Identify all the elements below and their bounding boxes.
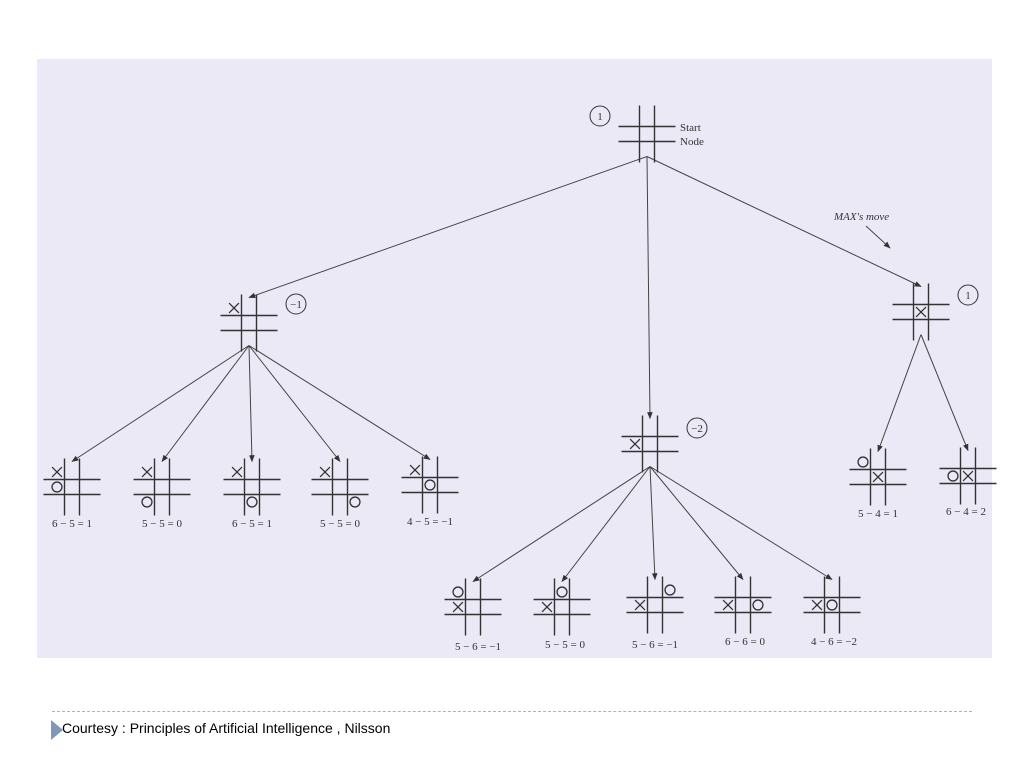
score-badge <box>958 285 978 305</box>
evaluation-label: 5 − 6 = −1 <box>454 641 502 653</box>
max-move-label: MAX's move <box>834 211 890 223</box>
board-L <box>221 294 307 352</box>
evaluation-label: 6 − 4 = 2 <box>946 506 986 518</box>
o-mark-icon <box>350 497 360 507</box>
board-R <box>893 284 979 341</box>
x-mark-icon <box>232 467 242 477</box>
evaluation-label: 4 − 5 = −1 <box>406 516 454 528</box>
edge-R-to-R2 <box>921 335 968 451</box>
x-mark-icon <box>812 600 822 610</box>
evaluation-label: 5 − 5 = 0 <box>142 518 182 530</box>
x-mark-icon <box>916 307 926 317</box>
edge-L-to-L2 <box>162 346 249 462</box>
score-value: 1 <box>597 111 603 123</box>
board-L1 <box>44 459 101 531</box>
evaluation-label: 4 − 6 = −2 <box>810 636 858 648</box>
score-badge <box>590 106 610 126</box>
edge-M-to-M5 <box>650 467 832 580</box>
score-badge <box>687 418 707 438</box>
evaluation-label: 5 − 5 = 0 <box>320 518 360 530</box>
tree-boards <box>44 106 997 654</box>
evaluation-label: 6 − 5 = 1 <box>52 518 92 530</box>
o-mark-icon <box>247 497 257 507</box>
board-R1 <box>850 449 907 521</box>
edge-M-to-M3 <box>650 467 655 580</box>
x-mark-icon <box>52 467 62 477</box>
o-mark-icon <box>665 585 675 595</box>
edge-M-to-M4 <box>650 467 743 580</box>
max-move-pointer-arrow <box>866 226 890 248</box>
o-mark-icon <box>948 471 958 481</box>
edge-R-to-R1 <box>878 335 921 452</box>
board-L2 <box>134 459 191 531</box>
evaluation-label: 5 − 6 = −1 <box>631 639 679 651</box>
board-M3 <box>627 577 684 652</box>
evaluation-label: 5 − 5 = 0 <box>545 639 585 651</box>
x-mark-icon <box>542 602 552 612</box>
x-mark-icon <box>873 472 883 482</box>
board-root <box>590 106 676 163</box>
edge-L-to-L3 <box>249 346 252 462</box>
board-R2 <box>940 448 997 519</box>
x-mark-icon <box>723 600 733 610</box>
x-mark-icon <box>635 600 645 610</box>
footer-divider <box>52 711 972 712</box>
o-mark-icon <box>753 600 763 610</box>
x-mark-icon <box>630 439 640 449</box>
o-mark-icon <box>858 457 868 467</box>
evaluation-label: 5 − 4 = 1 <box>858 508 898 520</box>
board-L4 <box>312 459 369 531</box>
x-mark-icon <box>229 303 239 313</box>
o-mark-icon <box>425 480 435 490</box>
board-M2 <box>534 579 591 652</box>
x-mark-icon <box>410 465 420 475</box>
o-mark-icon <box>52 482 62 492</box>
edge-root-to-M <box>647 157 650 419</box>
o-mark-icon <box>142 497 152 507</box>
board-L5 <box>402 457 459 529</box>
edge-M-to-M1 <box>473 467 650 582</box>
board-M1 <box>445 579 502 654</box>
x-mark-icon <box>142 467 152 477</box>
edge-root-to-L <box>249 157 647 298</box>
evaluation-label: 6 − 6 = 0 <box>725 636 765 648</box>
start-label-line1: Start <box>680 122 701 134</box>
score-value: 1 <box>965 290 971 302</box>
o-mark-icon <box>453 587 463 597</box>
x-mark-icon <box>963 471 973 481</box>
score-value: −2 <box>691 423 703 435</box>
footer-caption: Courtesy : Principles of Artificial Intelligence , Nilsson <box>62 720 391 736</box>
score-value: −1 <box>290 299 302 311</box>
board-M5 <box>804 577 861 649</box>
edge-L-to-L5 <box>249 346 430 460</box>
evaluation-label: 6 − 5 = 1 <box>232 518 272 530</box>
tree-labels <box>680 122 889 223</box>
o-mark-icon <box>827 600 837 610</box>
edge-L-to-L4 <box>249 346 340 462</box>
board-L3 <box>224 459 281 531</box>
edge-L-to-L1 <box>72 346 249 462</box>
start-label-line2: Node <box>680 136 704 148</box>
x-mark-icon <box>453 602 463 612</box>
edge-M-to-M2 <box>562 467 650 582</box>
board-M <box>622 416 708 473</box>
score-badge <box>286 294 306 314</box>
x-mark-icon <box>320 467 330 477</box>
board-M4 <box>715 577 772 649</box>
o-mark-icon <box>557 587 567 597</box>
